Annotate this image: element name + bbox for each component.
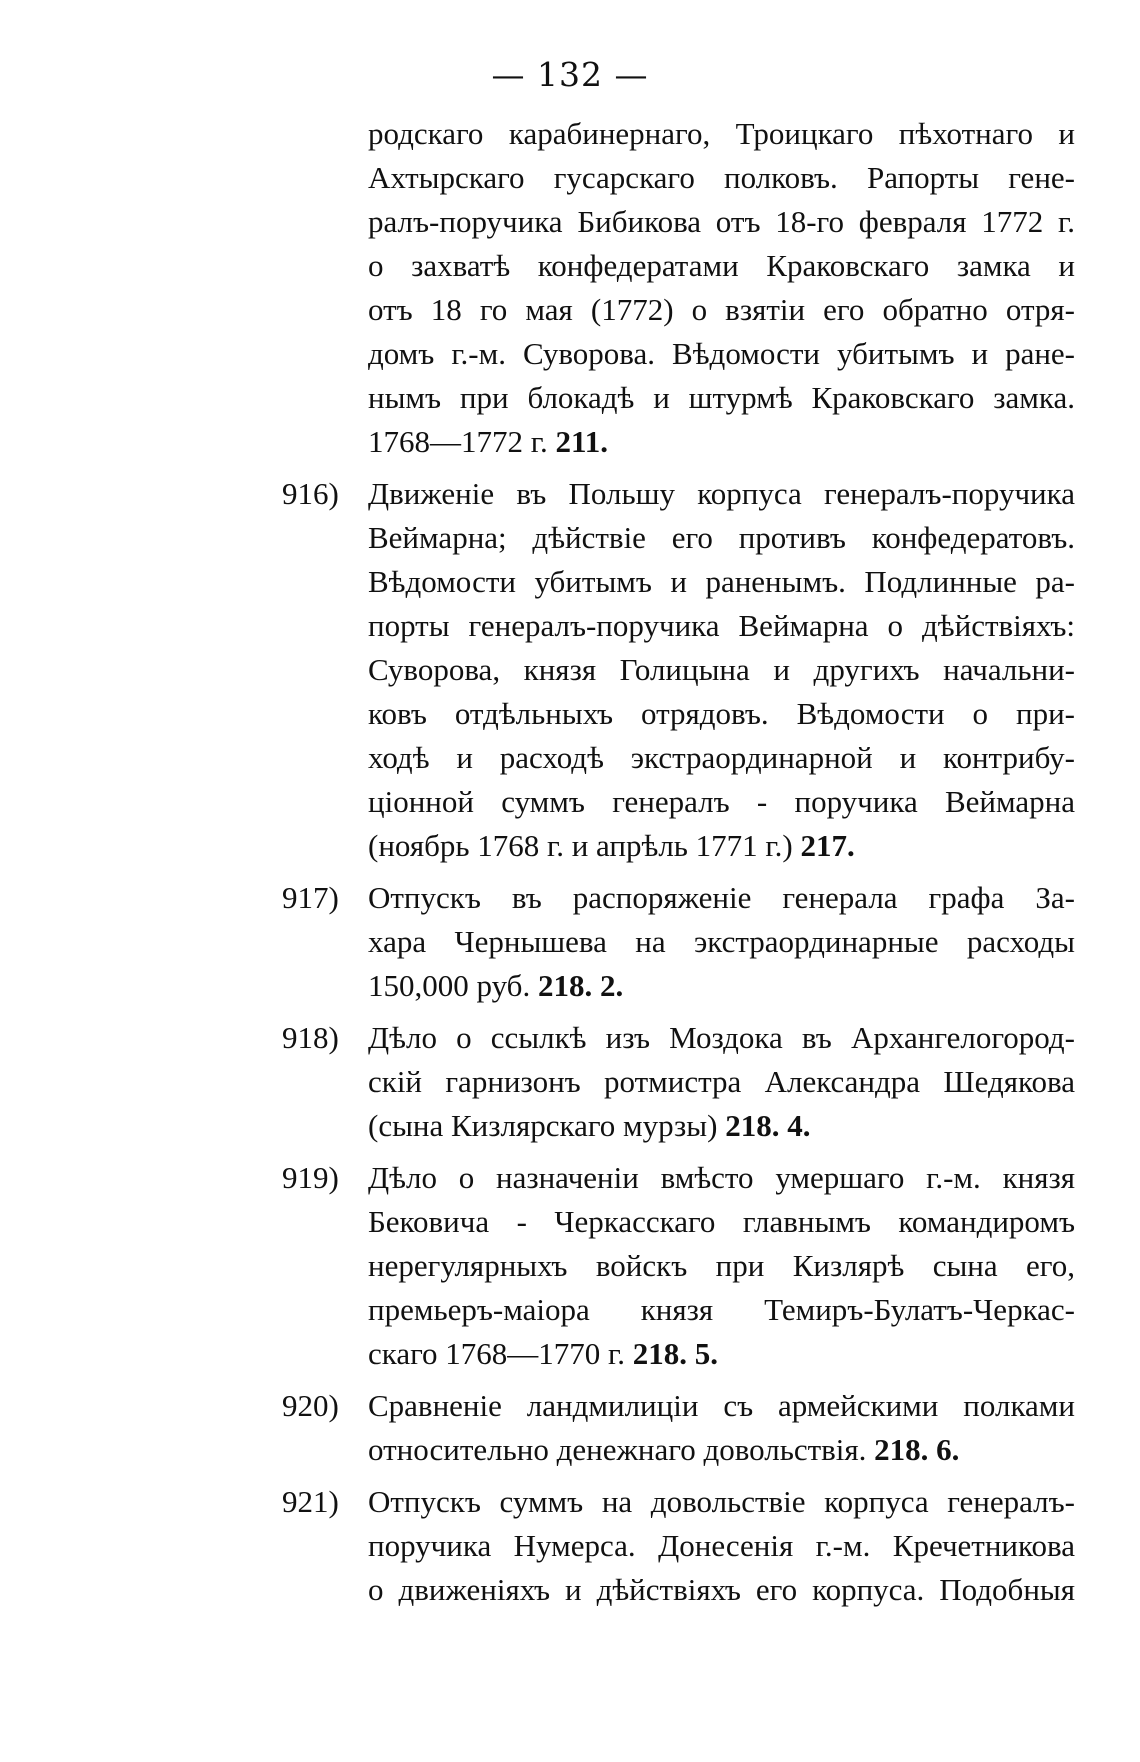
page-number: — 132 —	[491, 55, 649, 94]
text-line: ралъ-поручика Бибикова отъ 18-го февраля 1772 г.	[368, 204, 1075, 239]
text-line: ходѣ и расходѣ экстраординарной и контрибу-	[368, 740, 1075, 775]
text-line: ціонной суммъ генералъ - поручика Веймарна	[368, 784, 1075, 819]
text-line	[368, 1334, 1075, 1374]
line-text: 1768—1772 г.	[368, 424, 548, 459]
text-line: Дѣло о ссылкѣ изъ Моздока въ Архангелогород-	[368, 1020, 1075, 1055]
text-line: о захватѣ конфедератами Краковскаго замка и	[368, 248, 1075, 283]
text-line: Веймарна; дѣйствіе его противъ конфедератовъ.	[368, 520, 1075, 555]
text-line: Отпускъ въ распоряженіе генерала графа За-	[368, 880, 1075, 915]
text-line: Дѣло о назначеніи вмѣсто умершаго г.-м. князя	[368, 1160, 1075, 1195]
text-line: нымъ при блокадѣ и штурмѣ Краковскаго замка.	[368, 380, 1075, 415]
text-line: родскаго карабинернаго, Троицкаго пѣхотнаго и	[368, 116, 1075, 151]
text-line: поручика Нумерса. Донесенія г.-м. Кречетникова	[368, 1528, 1075, 1563]
text-line: Суворова, князя Голицына и другихъ начальни-	[368, 652, 1075, 687]
text-line	[368, 422, 1075, 462]
line-text: (ноябрь 1768 г. и апрѣль 1771 г.)	[368, 828, 793, 863]
text-line: ковъ отдѣльныхъ отрядовъ. Вѣдомости о при-	[368, 696, 1075, 731]
line-text: (сына Кизлярскаго мурзы)	[368, 1108, 718, 1143]
text-line: хара Чернышева на экстраординарные расходы	[368, 924, 1075, 959]
text-line: Бековича - Черкасскаго главнымъ командиромъ	[368, 1204, 1075, 1239]
line-text: 150,000 руб.	[368, 968, 531, 1003]
page-reference: 211.	[555, 424, 609, 459]
page-reference: 218. 2.	[537, 968, 624, 1003]
entry-number: 919)	[282, 1160, 339, 1195]
text-line: о движеніяхъ и дѣйствіяхъ его корпуса. Подобныя	[368, 1572, 1075, 1607]
text-line: Отпускъ суммъ на довольствіе корпуса генералъ-	[368, 1484, 1075, 1519]
text-line: порты генералъ-поручика Веймарна о дѣйствіяхъ:	[368, 608, 1075, 643]
text-line	[368, 966, 1075, 1006]
entry-number: 917)	[282, 880, 339, 915]
page-reference: 217.	[800, 828, 855, 863]
entry-number: 916)	[282, 476, 339, 511]
entry-number: 920)	[282, 1388, 339, 1423]
text-line: Сравненіе ландмилиціи съ армейскими полками	[368, 1388, 1075, 1423]
text-line: скій гарнизонъ ротмистра Александра Шедякова	[368, 1064, 1075, 1099]
text-line	[368, 1106, 1075, 1146]
text-line: нерегулярныхъ войскъ при Кизлярѣ сына его,	[368, 1248, 1075, 1283]
page-reference: 218. 5.	[632, 1336, 719, 1371]
text-line: отъ 18 го мая (1772) о взятіи его обратно отря-	[368, 292, 1075, 327]
line-text: скаго 1768—1770 г.	[368, 1336, 626, 1371]
text-line	[368, 826, 1075, 866]
entry-number: 921)	[282, 1484, 339, 1519]
text-line: Ахтырскаго гусарскаго полковъ. Рапорты гене-	[368, 160, 1075, 195]
text-line: Движеніе въ Польшу корпуса генералъ-поручика	[368, 476, 1075, 511]
page-reference: 218. 4.	[725, 1108, 811, 1143]
text-line: премьеръ-маіора князя Темиръ-Булатъ-Черкас-	[368, 1292, 1075, 1327]
text-line: Вѣдомости убитымъ и раненымъ. Подлинные ра-	[368, 564, 1075, 599]
entry-number: 918)	[282, 1020, 339, 1055]
text-line: домъ г.-м. Суворова. Вѣдомости убитымъ и ране-	[368, 336, 1075, 371]
line-text: относительно денежнаго довольствія.	[368, 1432, 867, 1467]
page-reference: 218. 6.	[874, 1432, 960, 1467]
text-line	[368, 1430, 1075, 1470]
